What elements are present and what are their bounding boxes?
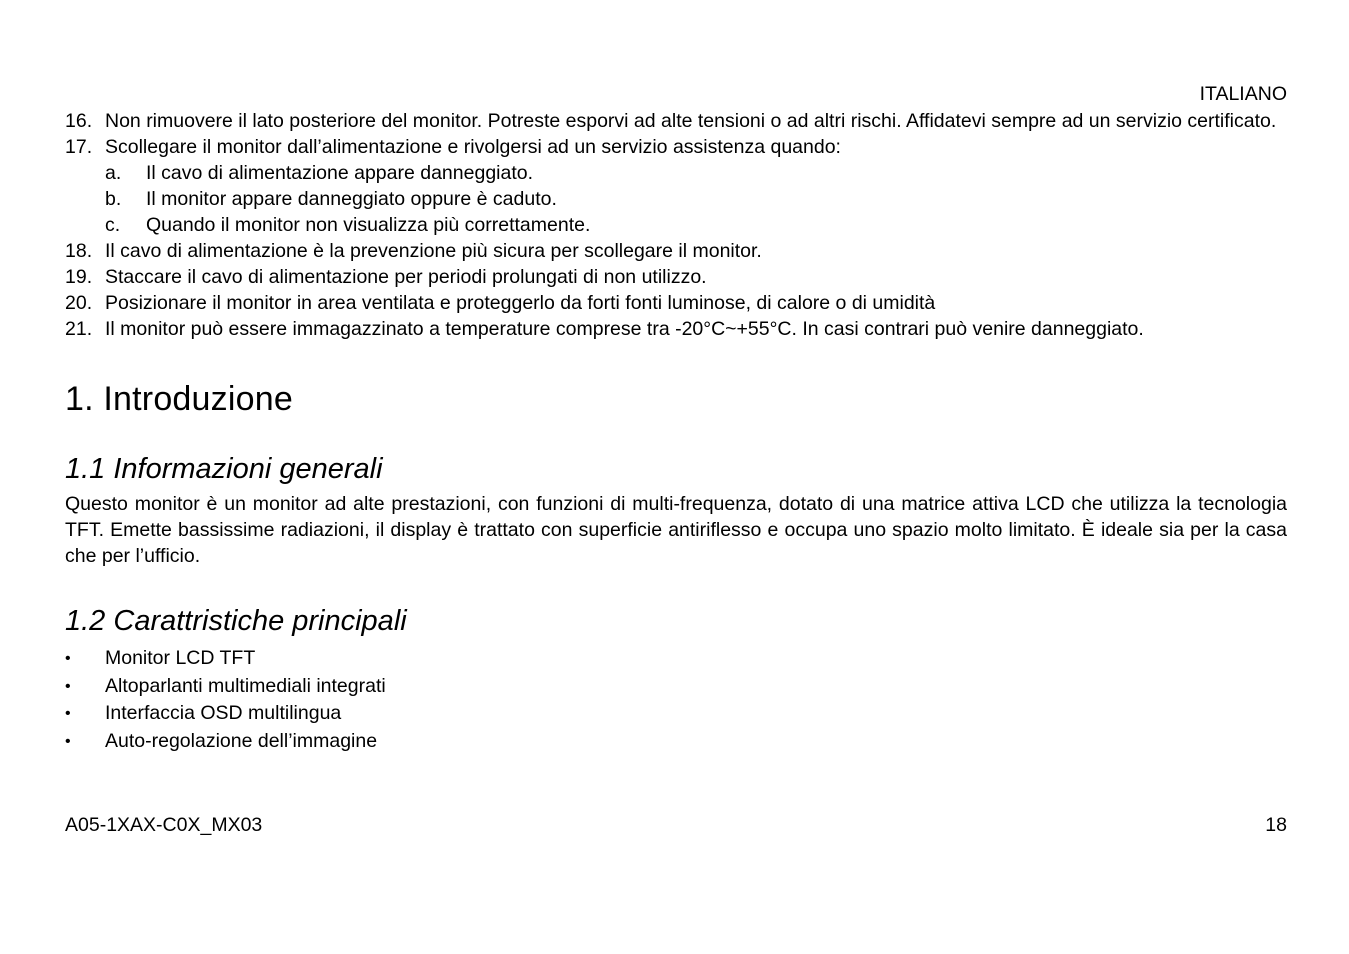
item-text: Il cavo di alimentazione è la prevenzione più sicura per scollegare il monitor.	[105, 240, 762, 262]
sub-item-a	[65, 160, 1287, 186]
general-info-paragraph: Questo monitor è un monitor ad alte prestazioni, con funzioni di multi-frequenza, dotato di una matrice attiva LCD che utilizza la tecnologia TFT. Emette bassissime radiazioni, il display è trattato con superficie antiriflesso e occupa uno spazio molto limitato. È ideale sia per la casa che per l’ufficio.	[65, 493, 1287, 567]
sub-item-text: Il monitor appare danneggiato oppure è caduto.	[146, 188, 557, 210]
bullet-icon: •	[65, 677, 71, 695]
sub-item-letter: b.	[105, 188, 122, 210]
item-number: 20.	[65, 292, 93, 314]
item-text: Non rimuovere il lato posteriore del monitor. Potreste esporvi ad alte tensioni o ad altri rischi. Affidatevi sempre ad un servizio certificato.	[105, 110, 1277, 132]
item-text: Staccare il cavo di alimentazione per periodi prolungati di non utilizzo.	[105, 266, 707, 288]
item-text: Il monitor può essere immagazzinato a temperature comprese tra -20°C~+55°C. In casi contrari può venire danneggiato.	[105, 318, 1144, 340]
item-text: Posizionare il monitor in area ventilata e proteggerlo da forti fonti luminose, di calore o di umidità	[105, 292, 936, 314]
list-item-16	[65, 108, 1287, 134]
bullet-icon: •	[65, 650, 71, 667]
list-item	[65, 728, 1287, 756]
language-label: ITALIANO	[1199, 83, 1287, 105]
page-number: 18	[1265, 814, 1287, 836]
page-footer	[65, 812, 1287, 838]
bullet-icon: •	[65, 705, 71, 723]
item-number: 17.	[65, 136, 93, 158]
document-code: A05-1XAX-C0X_MX03	[65, 814, 263, 836]
section-title-main-features: 1.2 Carattristiche principali	[65, 605, 407, 637]
chapter-title: 1. Introduzione	[65, 380, 293, 418]
list-item-18	[65, 238, 1287, 264]
item-number: 18.	[65, 240, 93, 262]
list-item-19	[65, 264, 1287, 290]
bullet-text: Monitor LCD TFT	[105, 647, 256, 669]
item-number: 19.	[65, 266, 93, 288]
item-number: 16.	[65, 110, 93, 132]
list-item	[65, 673, 1287, 701]
list-item-17	[65, 134, 1287, 160]
list-item	[65, 645, 1287, 673]
sub-item-text: Quando il monitor non visualizza più correttamente.	[146, 214, 591, 236]
sub-item-c	[65, 212, 1287, 238]
sub-item-letter: c.	[105, 214, 121, 236]
item-text: Scollegare il monitor dall’alimentazione e rivolgersi ad un servizio assistenza quando:	[105, 136, 841, 158]
bullet-text: Altoparlanti multimediali integrati	[105, 674, 386, 697]
sub-item-b	[65, 186, 1287, 212]
bullet-icon: •	[65, 733, 71, 751]
list-item	[65, 700, 1287, 728]
bullet-text: Auto-regolazione dell’immagine	[105, 730, 378, 753]
document-page	[65, 80, 1287, 756]
sub-item-letter: a.	[105, 162, 122, 184]
list-item-20	[65, 290, 1287, 316]
list-item-21	[65, 316, 1287, 342]
section-title-general-info: 1.1 Informazioni generali	[65, 453, 383, 485]
features-list	[65, 645, 1287, 756]
item-number: 21.	[65, 318, 93, 340]
bullet-text: Interfaccia OSD multilingua	[105, 702, 342, 725]
sub-item-text: Il cavo di alimentazione appare danneggiato.	[146, 162, 534, 184]
